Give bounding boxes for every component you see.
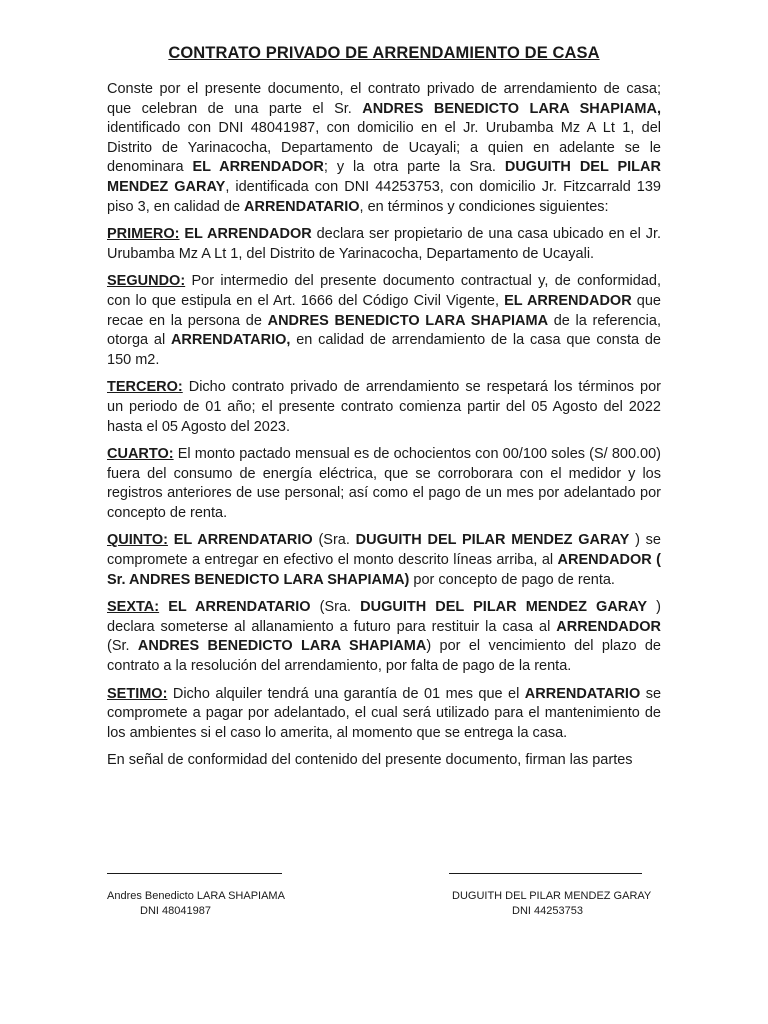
clause-cuarto — [107, 445, 661, 523]
clause-text — [159, 599, 168, 615]
landlord-name: ANDRES BENEDICTO LARA SHAPIAMA, — [362, 100, 661, 117]
closing-statement: En señal de conformidad del contenido del presente documento, firman las partes — [107, 752, 633, 769]
signature-line-landlord — [107, 873, 282, 874]
clause-segundo — [107, 272, 661, 370]
clause-text: Por intermedio del presente documento contractual y, de conformidad, con lo que estipula en el Art. 1666 del Código Civil Vigente, — [107, 273, 661, 309]
tenant-name: DUGUITH DEL PILAR MENDEZ GARAY — [107, 159, 661, 195]
signer-name: DUGUITH DEL PILAR MENDEZ GARAY — [452, 890, 652, 902]
clause-tercero — [107, 378, 661, 437]
clause-heading: QUINTO: — [107, 532, 168, 549]
landlord-term: EL ARRENDADOR — [192, 159, 324, 176]
clause-text: de la referencia, otorga al — [107, 312, 661, 349]
clause-bold: ANDRES BENEDICTO LARA SHAPIAMA — [267, 312, 549, 329]
signer-dni: DNI 44253753 — [512, 905, 583, 917]
clause-heading: TERCERO: — [107, 379, 183, 396]
intro-text: , en términos y condiciones siguientes: — [359, 198, 609, 215]
clause-text: ) se compromete a entregar en efectivo el monto descrito líneas arriba, al — [107, 532, 661, 569]
clause-bold: ANDRES BENEDICTO LARA SHAPIAMA — [137, 638, 427, 655]
clause-bold: EL ARRENDATARIO — [168, 599, 311, 616]
clause-heading: SEGUNDO: — [107, 273, 186, 290]
clause-text: (Sra. — [312, 532, 356, 549]
intro-text: , identificada con DNI 44253753, con domicilio Jr. Fitzcarrald 139 piso 3, en calidad de — [107, 178, 661, 215]
clause-text: El monto pactado mensual es de ochocientos con 00/100 soles (S/ 800.00) fuera del consumo de energía eléctrica, que se corroborara con el medidor y los registros anteriores de use personal; así como el pago de un mes por adelantado por concepto de renta. — [107, 446, 661, 521]
clause-bold: ARRENDATARIO — [524, 685, 641, 702]
clause-text: (Sr. — [107, 638, 138, 655]
clause-bold: EL ARRENDADOR — [504, 292, 632, 309]
clause-text: ) declara someterse al allanamiento a futuro para restituir la casa al — [107, 599, 662, 635]
signature-line-tenant — [449, 873, 642, 874]
clause-bold: DUGUITH DEL PILAR MENDEZ GARAY — [355, 532, 630, 549]
clause-bold: ARENDADOR ( Sr. ANDRES BENEDICTO LARA SHAPIAMA) — [107, 552, 661, 588]
clause-text: se compromete a pagar por adelantado, el cual será utilizado para el mantenimiento de los ambientes si el caso lo amerita, al momento que se entrega la casa. — [107, 685, 662, 741]
clause-text: declara ser propietario de una casa ubicado en el Jr. Urubamba Mz A Lt 1, del Distrito de Yarinacocha, Departamento de Ucayali. — [107, 226, 662, 262]
clause-sexta — [107, 598, 661, 676]
clause-quinto — [107, 531, 661, 590]
signer-dni: DNI 48041987 — [140, 905, 211, 917]
intro-text: identificado con DNI 48041987, con domicilio en el Jr. Urubamba Mz A Lt 1, del Distrito de Yarinacocha, Departamento de Ucayali; a quien en adelante se le denominara — [107, 120, 661, 176]
clause-text: Dicho alquiler tendrá una garantía de 01 mes que el — [167, 685, 525, 702]
clause-text: ) por el vencimiento del plazo de contrato a la resolución del arrendamiento, por falta de pago de la renta. — [107, 638, 661, 675]
clause-heading: PRIMERO: — [107, 226, 180, 243]
clause-text: (Sra. — [310, 599, 361, 616]
signature-block-landlord — [107, 889, 337, 919]
signature-block-tenant — [452, 889, 692, 919]
tenant-term: ARRENDATARIO — [244, 198, 360, 215]
clause-text: por concepto de pago de renta. — [409, 571, 615, 588]
intro-text: Conste por el presente documento, el contrato privado de arrendamiento de casa; que celebran de una parte el Sr. — [107, 81, 661, 117]
clause-bold: ARRENDADOR — [556, 618, 661, 635]
clause-text: Dicho contrato privado de arrendamiento se respetará los términos por un periodo de 01 año; el presente contrato comienza partir del 05 Agosto del 2022 hasta el 05 Agosto del 2023. — [107, 379, 661, 435]
clause-bold: ARRENDATARIO, — [170, 332, 291, 349]
clause-heading: CUARTO: — [107, 446, 174, 463]
clause-heading: SEXTA: — [107, 599, 160, 616]
clause-text: en calidad de arrendamiento de la casa que consta de 150 m2. — [107, 332, 661, 368]
signer-name: Andres Benedicto LARA SHAPIAMA — [107, 890, 285, 902]
clause-bold: EL ARRENDADOR — [184, 226, 312, 243]
intro-paragraph — [107, 80, 661, 217]
clause-text: que recae en la persona de — [107, 292, 661, 329]
contract-body — [107, 80, 661, 779]
clause-heading: SETIMO: — [107, 685, 168, 702]
clause-primero — [107, 225, 661, 264]
clause-setimo — [107, 685, 661, 744]
intro-text: ; y la otra parte la Sra. — [323, 159, 505, 176]
clause-bold: EL ARRENDATARIO — [173, 532, 313, 549]
document-title: CONTRATO PRIVADO DE ARRENDAMIENTO DE CASA — [168, 44, 600, 62]
clause-bold: DUGUITH DEL PILAR MENDEZ GARAY — [360, 599, 648, 616]
